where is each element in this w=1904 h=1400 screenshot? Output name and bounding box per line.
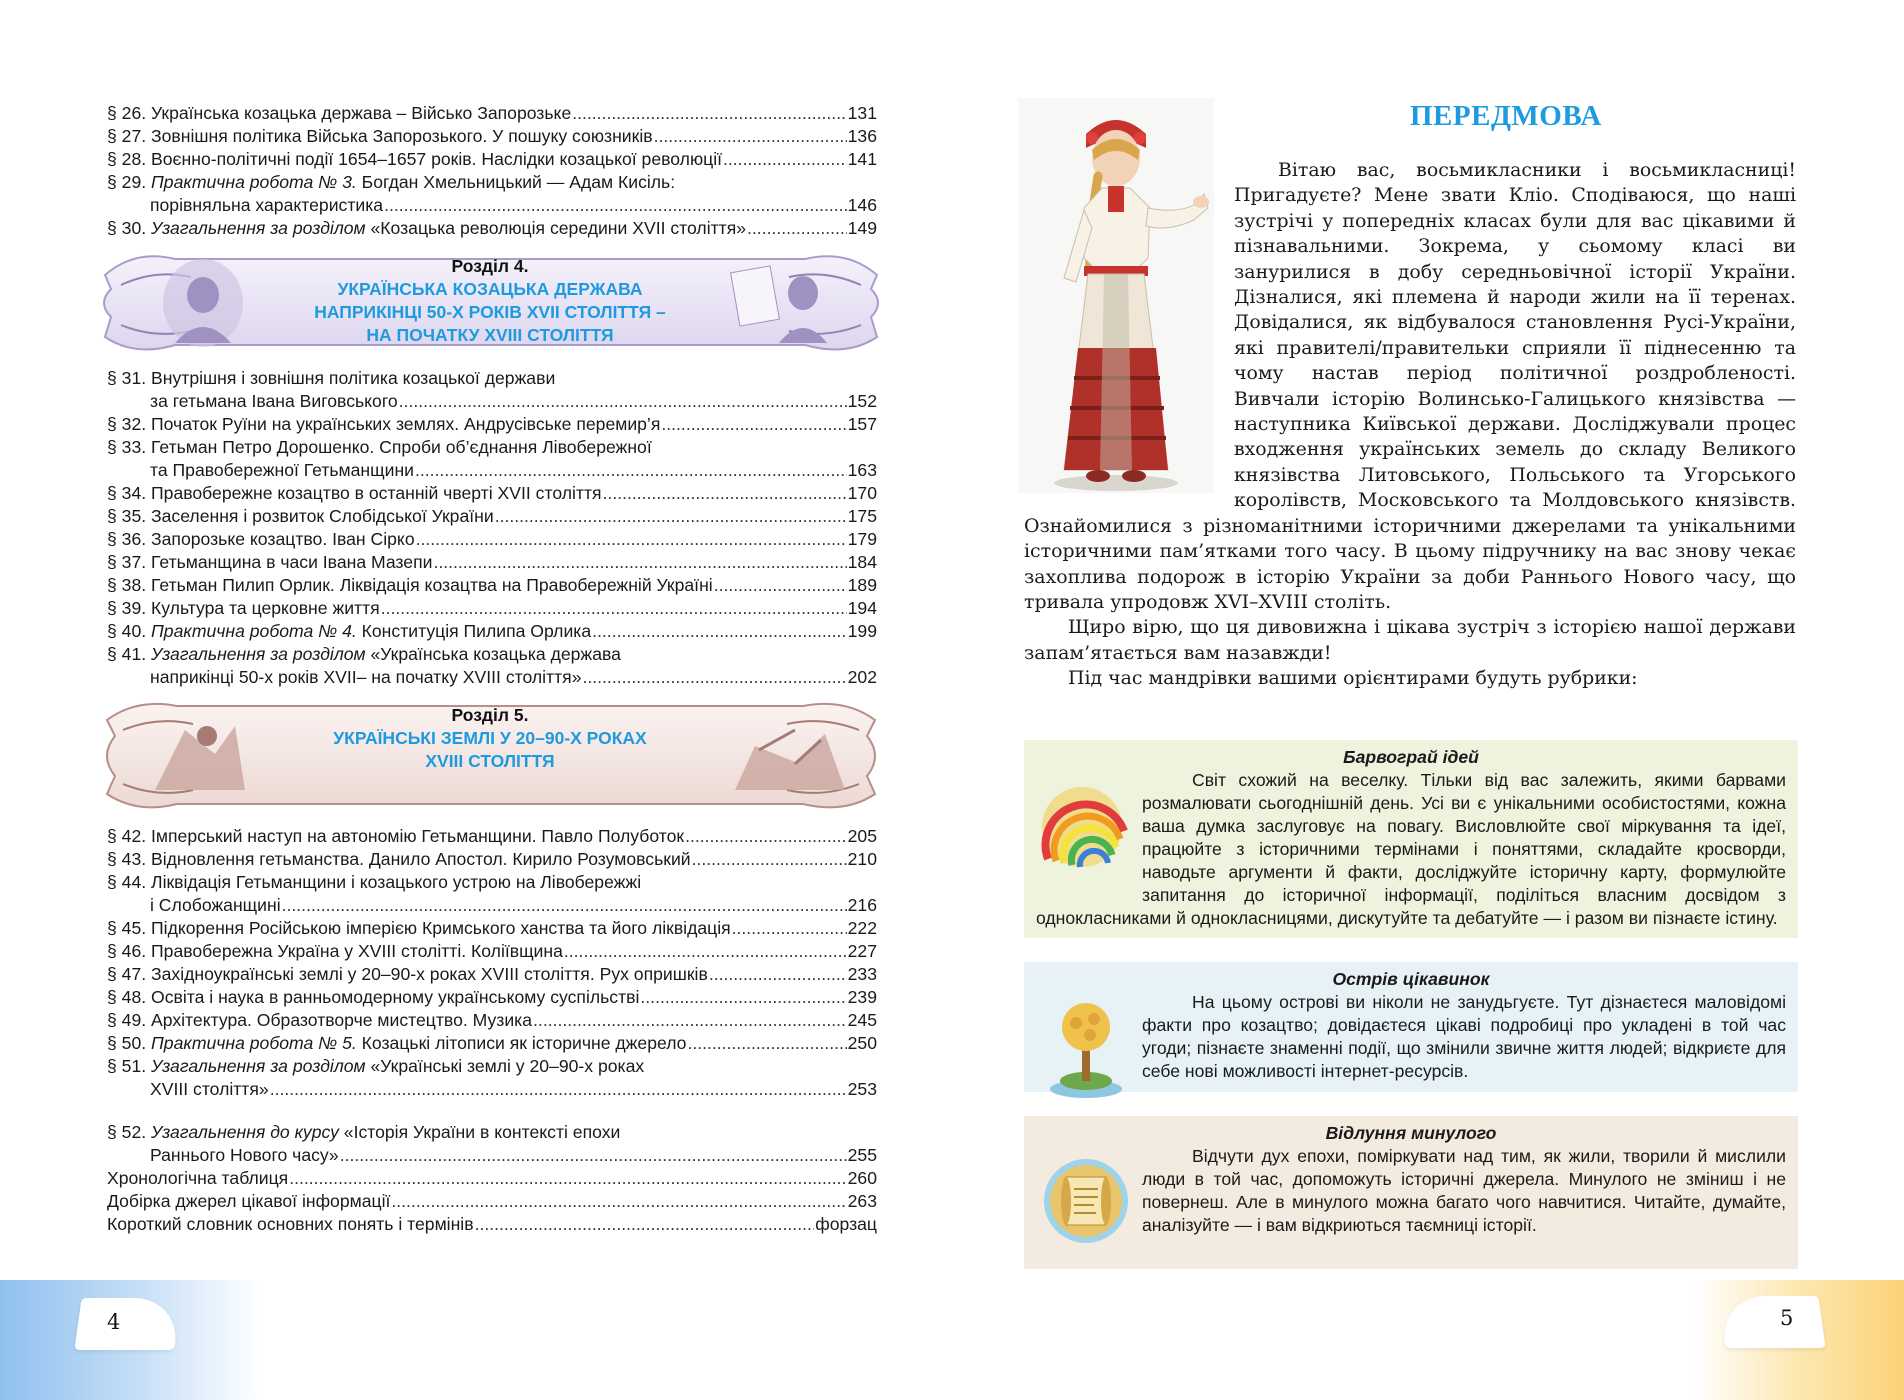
toc-title: § 42. Імперський наступ на автономію Гетьманщини. Павло Полуботок [107, 826, 685, 846]
toc-entry [107, 1032, 877, 1055]
toc-entry [107, 1055, 877, 1101]
rubric-body: Відчути дух епохи, поміркувати над тим, як жили, творили й мислили люди в той час, допоможуть історичні джерела. Минулого не зміниш і не повернеш. Але в минулого можна багато чого навчитися. Читайте, думайте, аналізуйте — і вам відкриються таємниці історії. [1142, 1146, 1786, 1235]
dot-leader [433, 551, 846, 574]
toc-entry [107, 986, 877, 1009]
toc-line [107, 125, 877, 148]
dot-leader [289, 1167, 846, 1190]
toc-entry [107, 917, 877, 940]
toc-entry [107, 1167, 877, 1190]
toc-entry [107, 217, 877, 240]
toc-line [107, 482, 877, 505]
toc-page-number: 260 [847, 1168, 877, 1188]
toc-line [107, 1032, 877, 1055]
toc-line [107, 940, 877, 963]
toc-entry [107, 597, 877, 620]
toc-title: § 48. Освіта і наука в ранньомодерному українському суспільстві [107, 987, 640, 1007]
toc-page-number: 239 [847, 987, 877, 1007]
toc-entry [107, 102, 877, 125]
toc-line [107, 848, 877, 871]
toc-line [107, 1213, 877, 1236]
toc-title: § 38. Гетьман Пилип Орлик. Ліквідація козацтва на Правобережній Україні [107, 575, 713, 595]
toc-title: § 45. Підкорення Російською імперією Кримського ханства та його ліквідація [107, 918, 731, 938]
rubric-body: На цьому острові ви ніколи не занудьгуєте. Тут дізнаєтеся маловідомі факти про козацтво; довідаєтеся цікаві подробиці про укладені в той час угоди; пізнаєте знаменні події, що змінили звичне життя людей; відкриєте для себе нові можливості інтернет-ресурсів. [1142, 992, 1786, 1081]
toc-title: § 51. Узагальнення за розділом «Українські землі у 20–90-х роках [107, 1056, 645, 1076]
toc-title: § 52. Узагальнення до курсу «Історія України в контексті епохи [107, 1122, 621, 1142]
toc-entry [107, 148, 877, 171]
toc-line [107, 459, 877, 482]
rubric-box [1024, 740, 1798, 938]
dot-leader [495, 505, 847, 528]
toc-group [107, 1121, 877, 1236]
toc-line [107, 1009, 877, 1032]
toc-line [107, 871, 877, 894]
toc-line [107, 194, 877, 217]
toc-entry [107, 1009, 877, 1032]
toc-title: § 36. Запорозьке козацтво. Іван Сірко [107, 529, 415, 549]
dot-leader [270, 1078, 847, 1101]
toc-page-number: 146 [847, 195, 877, 215]
toc-page-number: 233 [847, 964, 877, 984]
section-5-banner [95, 690, 885, 822]
toc-entry [107, 505, 877, 528]
dot-leader [685, 825, 847, 848]
dot-leader [661, 413, 846, 436]
toc-page-number: 189 [847, 575, 877, 595]
toc-title: § 29. Практична робота № 3. Богдан Хмельницький — Адам Кисіль: [107, 172, 676, 192]
section-number: Розділ 5. [451, 705, 529, 725]
dot-leader [732, 917, 847, 940]
toc-title: § 41. Узагальнення за розділом «Українська козацька держава [107, 644, 621, 664]
toc-line [107, 1144, 877, 1167]
rubric-title: Острів цікавинок [1332, 969, 1490, 989]
toc-entry [107, 940, 877, 963]
dot-leader [603, 482, 847, 505]
dot-leader [384, 194, 847, 217]
toc-title: § 43. Відновлення гетьманства. Данило Апостол. Кирило Розумовський [107, 849, 691, 869]
toc-page-number: 205 [847, 826, 877, 846]
toc-page-number: 149 [847, 218, 877, 238]
dot-leader [582, 666, 846, 689]
dot-leader [687, 1032, 846, 1055]
toc-title: § 46. Правобережна Україна у XVIII столітті. Коліївщина [107, 941, 563, 961]
rubric-title: Барвограй ідей [1343, 747, 1479, 767]
toc-entry [107, 367, 877, 413]
toc-title: § 44. Ліквідація Гетьманщини і козацького устрою на Лівобережжі [107, 872, 642, 892]
toc-page-number: 184 [847, 552, 877, 572]
toc-title: § 30. Узагальнення за розділом «Козацька революція середини XVII століття» [107, 218, 747, 238]
dot-leader [723, 148, 847, 171]
toc-line [107, 1055, 877, 1078]
toc-title: § 47. Західноукраїнські землі у 20–90-х роках XVIII століття. Рух опришків [107, 964, 708, 984]
toc-line [107, 643, 877, 666]
toc-entry [107, 963, 877, 986]
toc-line [107, 528, 877, 551]
toc-entry [107, 574, 877, 597]
toc-title: і Слобожанщині [150, 895, 281, 915]
section-title-line: XVIII СТОЛІТТЯ [425, 751, 555, 771]
toc-line [107, 171, 877, 194]
toc-page-number: 152 [847, 391, 877, 411]
toc-page-number: 222 [847, 918, 877, 938]
rubric-title: Відлуння минулого [1325, 1123, 1497, 1143]
toc-page-number: 170 [847, 483, 877, 503]
dot-leader [564, 940, 847, 963]
toc-title: § 27. Зовнішня політика Війська Запорозького. У пошуку союзників [107, 126, 653, 146]
toc-entry [107, 528, 877, 551]
rubric-box [1024, 1116, 1798, 1269]
toc-page-number: 179 [847, 529, 877, 549]
section-title-line: НАПРИКІНЦІ 50-Х РОКІВ XVII СТОЛІТТЯ – [314, 302, 666, 322]
toc-page-number: 194 [847, 598, 877, 618]
toc-title: § 32. Початок Руїни на українських землях. Андрусівське перемир’я [107, 414, 661, 434]
toc-entry [107, 871, 877, 917]
dot-leader [340, 1144, 847, 1167]
toc-page-number: 263 [847, 1191, 877, 1211]
toc-entry [107, 643, 877, 689]
toc-title: § 50. Практична робота № 5. Козацькі літописи як історичне джерело [107, 1033, 687, 1053]
toc-line [107, 148, 877, 171]
toc-group [107, 102, 877, 240]
preface-paragraph: Щиро вірю, що ця дивовижна і цікава зустріч з історією нашої держави запам’ятається вам назавжди! [1024, 616, 1796, 664]
toc-page-number: форзац [815, 1214, 877, 1234]
dot-leader [714, 574, 847, 597]
toc-entry [107, 1121, 877, 1167]
toc-line [107, 367, 877, 390]
dot-leader [533, 1009, 847, 1032]
toc-title: § 26. Українська козацька держава – Військо Запорозьке [107, 103, 572, 123]
toc-line [107, 986, 877, 1009]
dot-leader [654, 125, 847, 148]
section-number: Розділ 4. [451, 256, 529, 276]
toc-page-number: 250 [847, 1033, 877, 1053]
toc-group [107, 367, 877, 689]
rubric-body: Світ схожий на веселку. Тільки від вас залежить, якими барвами розмалювати сьогоднішній день. Усі ви є унікальними особистостями, кожна ваша думка заслуговує на повагу. Висловлюйте свої міркування та ідеї, працюйте з історичними термінами і поняттями, складайте кросворди, наводьте аргументи й факти, досліджуйте історичну карту, формулюйте запитання до історичної інформації, поділіться власним досвідом з однокласниками й однокласницями, дискутуйте та дебатуйте — і разом ви пізнаєте істину. [1036, 770, 1786, 928]
toc-title: § 31. Внутрішня і зовнішня політика козацької держави [107, 368, 556, 388]
toc-line [107, 574, 877, 597]
toc-line [107, 666, 877, 689]
toc-line [107, 1078, 877, 1101]
section-title-line: УКРАЇНСЬКІ ЗЕМЛІ У 20–90-Х РОКАХ [333, 728, 647, 748]
toc-page-number: 157 [847, 414, 877, 434]
toc-title: § 34. Правобережне козацтво в останній чверті XVII століття [107, 483, 602, 503]
preface-paragraph: Під час мандрівки вашими орієнтирами будуть рубрики: [1068, 667, 1638, 690]
preface-text [1024, 158, 1796, 692]
toc-page-number: 216 [847, 895, 877, 915]
toc-page-number: 210 [847, 849, 877, 869]
section-4-banner [95, 241, 885, 364]
toc-title: XVIII століття» [150, 1079, 269, 1099]
toc-page-number: 245 [847, 1010, 877, 1030]
dot-leader [415, 459, 847, 482]
toc-title: Добірка джерел цікавої інформації [107, 1191, 391, 1211]
island-tree-icon [1036, 991, 1136, 1111]
dot-leader [640, 986, 846, 1009]
toc-title: наприкінці 50-х років XVII– на початку XVIII століття» [150, 667, 582, 687]
toc-title: § 40. Практична робота № 4. Конституція Пилипа Орлика [107, 621, 592, 641]
toc-line [107, 413, 877, 436]
toc-entry [107, 825, 877, 848]
toc-line [107, 102, 877, 125]
toc-line [107, 597, 877, 620]
section-title-line: УКРАЇНСЬКА КОЗАЦЬКА ДЕРЖАВА [337, 279, 643, 299]
toc-line [107, 505, 877, 528]
toc-page-number: 163 [847, 460, 877, 480]
preface-heading: ПЕРЕДМОВА [1410, 100, 1602, 132]
toc-line [107, 1167, 877, 1190]
toc-page-number: 175 [847, 506, 877, 526]
toc-page-number: 131 [847, 103, 877, 123]
scroll-icon [1036, 1145, 1136, 1265]
dot-leader [692, 848, 847, 871]
toc-title: та Правобережної Гетьманщини [150, 460, 414, 480]
toc-page-number: 202 [847, 667, 877, 687]
toc-title: § 37. Гетьманщина в часи Івана Мазепи [107, 552, 433, 572]
toc-title: порівняльна характеристика [150, 195, 384, 215]
toc-title: § 35. Заселення і розвиток Слобідської України [107, 506, 494, 526]
toc-line [107, 1190, 877, 1213]
toc-line [107, 551, 877, 574]
toc-group [107, 825, 877, 1101]
toc-entry [107, 482, 877, 505]
rainbow-icon [1036, 769, 1136, 889]
section-title-line: НА ПОЧАТКУ XVIII СТОЛІТТЯ [366, 325, 614, 345]
preface-paragraph: Вітаю вас, восьмикласники і восьмикласниці! Пригадуєте? Мене звати Кліо. Сподіваюся, що наші зустрічі у попередніх класах були для вас цікавими й пізнавальними. Зокрема, у сьомому класі ви занурилися в добу середньовічної історії України. Дізналися, які племена й народи жили на її теренах. Довідалися, як відбувалося становлення Русі-України, які правителі/правительки сприяли її піднесенню та чому настав період політичної роздробленості. Вивчали історію Волинсько-Галицького князівства — наступника Київської держави. Досліджували процес входження українських земель до складу Великого князівства Литовського, Польського та Угорського королівств, Московського та Молдовського князівств. Ознайомилися з різноманітними історичними джерелами та унікальними історичними пам’ятками того часу. В цьому підручнику на вас знову чекає захоплива подорож в історію України за доби Раннього Нового часу, що тривала упродовж XVI–XVIII століть. [1024, 159, 1796, 613]
dot-leader [747, 217, 847, 240]
toc-title: за гетьмана Івана Виговського [150, 391, 398, 411]
toc-line [107, 436, 877, 459]
toc-page-number: 141 [847, 149, 877, 169]
toc-title: § 28. Воєнно-політичні події 1654–1657 років. Наслідки козацької революції [107, 149, 723, 169]
toc-line [107, 1121, 877, 1144]
dot-leader [381, 597, 847, 620]
toc-title: Хронологічна таблиця [107, 1168, 289, 1188]
dot-leader [399, 390, 847, 413]
toc-entry [107, 1213, 877, 1236]
toc-line [107, 917, 877, 940]
toc-entry [107, 125, 877, 148]
toc-title: § 33. Гетьман Петро Дорошенко. Спроби об’єднання Лівобережної [107, 437, 652, 457]
toc-title: Короткий словник основних понять і термінів [107, 1214, 474, 1234]
page-number-left: 4 [107, 1310, 121, 1334]
toc-line [107, 217, 877, 240]
toc-title: Раннього Нового часу» [150, 1145, 339, 1165]
toc-title: § 39. Культура та церковне життя [107, 598, 380, 618]
toc-entry [107, 436, 877, 482]
toc-line [107, 894, 877, 917]
toc-page-number: 136 [847, 126, 877, 146]
dot-leader [572, 102, 846, 125]
toc-line [107, 825, 877, 848]
toc-entry [107, 620, 877, 643]
rubric-box [1024, 962, 1798, 1092]
toc-entry [107, 848, 877, 871]
dot-leader [391, 1190, 846, 1213]
table-of-contents [107, 102, 877, 1236]
toc-page-number: 255 [847, 1145, 877, 1165]
toc-line [107, 390, 877, 413]
toc-entry [107, 413, 877, 436]
toc-page-number: 253 [847, 1079, 877, 1099]
dot-leader [475, 1213, 815, 1236]
dot-leader [282, 894, 847, 917]
page-number-right: 5 [1780, 1306, 1794, 1330]
toc-entry [107, 551, 877, 574]
dot-leader [709, 963, 847, 986]
toc-line [107, 963, 877, 986]
toc-entry [107, 171, 877, 217]
dot-leader [592, 620, 847, 643]
toc-entry [107, 1190, 877, 1213]
toc-page-number: 227 [847, 941, 877, 961]
dot-leader [416, 528, 847, 551]
toc-title: § 49. Архітектура. Образотворче мистецтво. Музика [107, 1010, 533, 1030]
toc-line [107, 620, 877, 643]
toc-page-number: 199 [847, 621, 877, 641]
